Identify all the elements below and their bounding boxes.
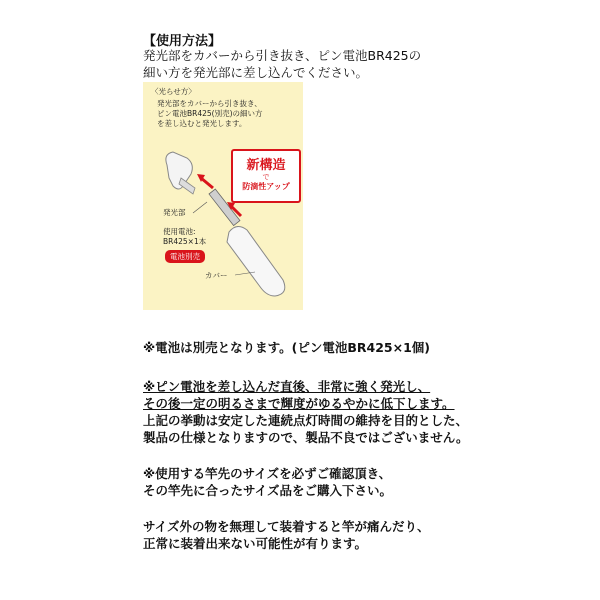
illustration-step-line: ピン電池BR425(別売)の細い方 xyxy=(157,109,263,118)
label-cover: カバー xyxy=(205,271,228,280)
label-battery-line: BR425×1本 xyxy=(163,237,207,246)
usage-heading: 【使用方法】 xyxy=(143,34,222,49)
illustration-step-line: 発光部をカバーから引き抜き、 xyxy=(157,99,262,108)
label-light-emitter: 発光部 xyxy=(163,208,186,217)
note-size-warning xyxy=(143,518,523,552)
note-line: ※使用する竿先のサイズを必ずご確認頂き、 xyxy=(143,466,392,481)
note-line: 上記の挙動は安定した連続点灯時間の維持を目的とした、 xyxy=(143,413,469,428)
note-line: サイズ外の物を無理して装着すると竿が痛んだり、 xyxy=(143,519,430,534)
callout-de: で xyxy=(262,173,270,181)
note-light-behavior xyxy=(143,378,523,446)
arrow-up-left-icon xyxy=(201,178,213,188)
usage-desc-line: 細い方を発光部に差し込んでください。 xyxy=(143,65,369,80)
callout-main: 新構造 xyxy=(246,158,286,173)
illustration-steps xyxy=(157,99,297,129)
note-line: 製品の仕様となりますので、製品不良ではございません。 xyxy=(143,430,469,445)
label-battery-line: 使用電池: xyxy=(163,227,196,236)
note-line: その竿先に合ったサイズ品をご購入下さい。 xyxy=(143,483,393,498)
note-line: その後一定の明るさまで輝度がゆるやかに低下します。 xyxy=(143,396,455,411)
label-battery xyxy=(163,227,206,247)
note-size-check xyxy=(143,465,523,499)
note-line: 正常に装着出来ない可能性が有ります。 xyxy=(143,536,368,551)
new-structure-callout xyxy=(231,149,301,203)
usage-desc-line: 発光部をカバーから引き抜き、ピン電池BR425の xyxy=(143,48,422,63)
cover-shape xyxy=(227,226,285,296)
usage-description xyxy=(143,47,473,81)
note-battery-sold: ※電池は別売となります。(ピン電池BR425×1個) xyxy=(143,340,430,355)
battery-sold-separately-badge: 電池別売 xyxy=(165,250,205,263)
illustration-title: 〈光らせ方〉 xyxy=(151,87,196,96)
illustration-step-line: を差し込むと発光します。 xyxy=(157,119,247,128)
note-line: ※ピン電池を差し込んだ直後、非常に強く発光し、 xyxy=(143,379,431,394)
usage-illustration xyxy=(143,82,303,310)
callout-sub: 防滴性アップ xyxy=(242,182,290,191)
